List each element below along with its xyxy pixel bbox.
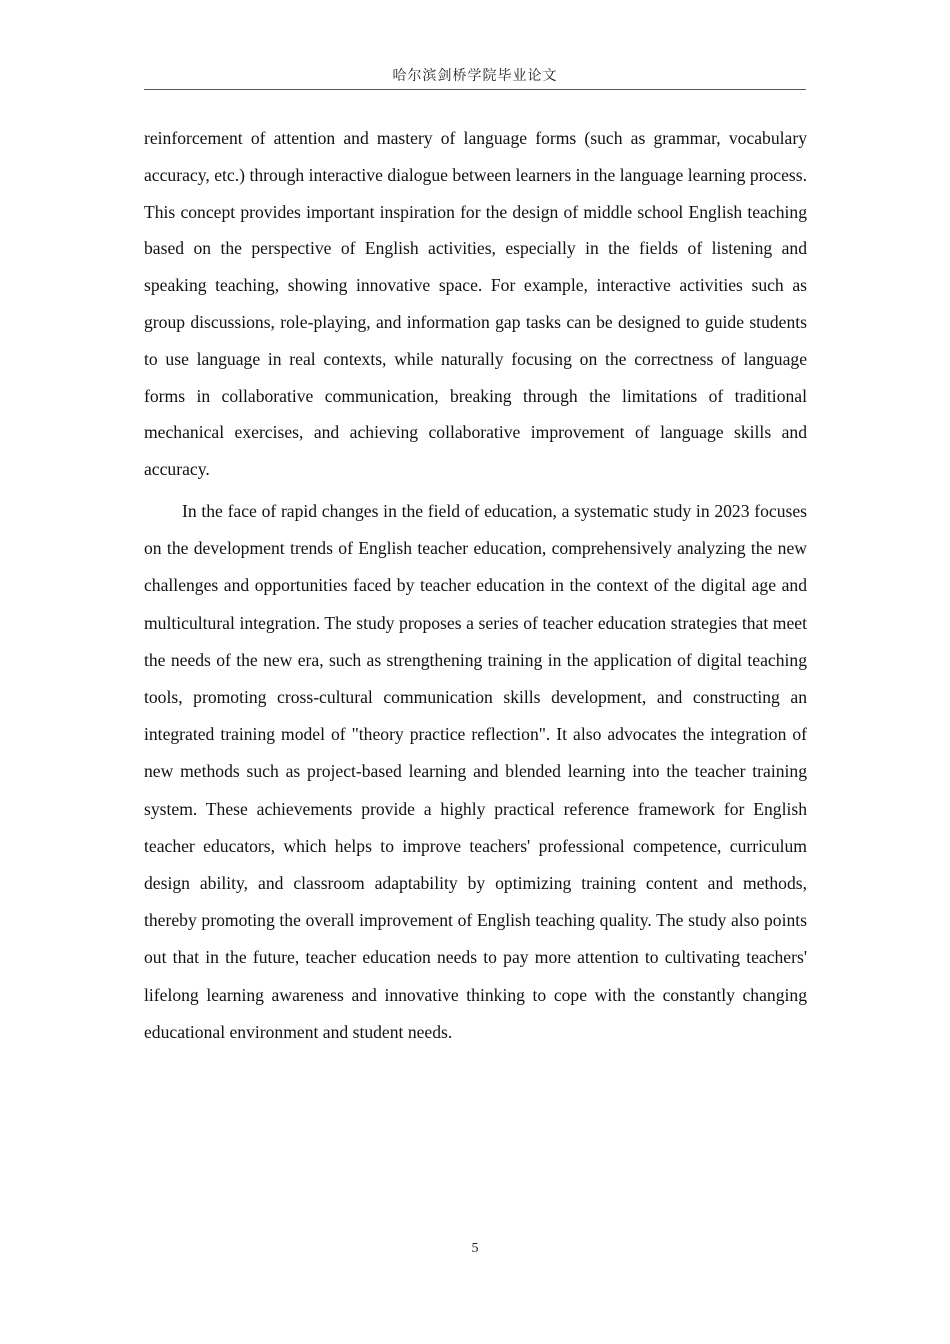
running-header: 哈尔滨剑桥学院毕业论文 [392, 68, 558, 84]
paragraph: reinforcement of attention and mastery of language forms (such as grammar, vocabulary accuracy, etc.) through interactive dialogue between learners in the language learning process. This concept provides important inspiration for the design of middle school English teaching based on the perspective of English activities, especially in the fields of listening and speaking teaching, showing innovative space. For example, interactive activities such as group discussions, role-playing, and information gap tasks can be designed to guide students to use language in real contexts, while naturally focusing on the correctness of language forms in collaborative communication, breaking through the limitations of traditional mechanical exercises, and achieving collaborative improvement of language skills and accuracy. [144, 128, 807, 480]
page-number: 5 [471, 1241, 479, 1256]
paragraph: In the face of rapid changes in the field of education, a systematic study in 2023 focuses on the development trends of English teacher education, comprehensively analyzing the new challenges and opportunities faced by teacher education in the context of the digital age and multicultural integration. The study proposes a series of teacher education strategies that meet the needs of the new era, such as strengthening training in the application of digital teaching tools, promoting cross-cultural communication skills development, and constructing an integrated training model of "theory practice reflection". It also advocates the integration of new methods such as project-based learning and blended learning into the teacher training system. These achievements provide a highly practical reference framework for English teacher educators, which helps to improve teachers' professional competence, curriculum design ability, and classroom adaptability by optimizing training content and methods, thereby promoting the overall improvement of English teaching quality. The study also points out that in the future, teacher education needs to pay more attention to cultivating teachers' lifelong learning awareness and innovative thinking to cope with the constantly changing educational environment and student needs. [144, 500, 807, 1042]
header-divider [144, 89, 806, 90]
body-text [144, 120, 807, 1051]
